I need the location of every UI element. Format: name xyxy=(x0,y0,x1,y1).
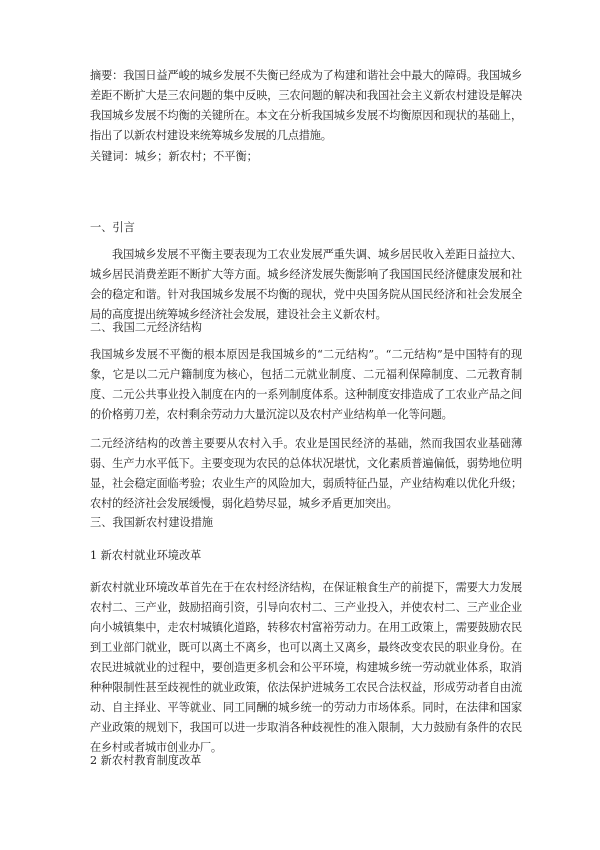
employment-paragraph: 新农村就业环境改革首先在于在农村经济结构，在保证粮食生产的前提下，需要大力发展农村二、三产业，鼓励招商引资，引导向农村二、三产业投入，并使农村二、三产业企业向小城镇集中，走农村城镇化道路，转移农村富裕劳动力。在用工政策上，需要鼓励农民到工业部门就业，既可以离土不离乡，也可以离土又离乡，最终改变农民的职业身份。在农民进城就业的过程中，要创造更多机会和公平环境，构建城乡统一劳动就业体系，取消种种限制性甚至歧视性的就业政策，依法保护进城务工农民合法权益，形成劳动者自由流动、自主择业、平等就业、同工同酬的城乡统一的劳动力市场体系。同时，在法律和国家产业政策的规划下，我国可以进一步取消各种歧视性的准入限制，大力鼓励有条件的农民在乡村或者城市创业办厂。 xyxy=(90,581,522,754)
abstract-paragraph: 摘要：我国日益严峻的城乡发展不失衡已经成为了构建和谐社会中最大的障碍。我国城乡差距不断扩大是三农问题的集中反映，三农问题的解决和我国社会主义新农村建设是解决我国城乡发展不均衡的关键所在。本文在分析我国城乡发展不均衡原因和现状的基础上，指出了以新农村建设来统筹城乡发展的几点措施。 xyxy=(90,69,522,142)
section-heading-measures: 三、我国新农村建设措施 xyxy=(90,516,214,529)
dual-structure-paragraph-1: 我国城乡发展不平衡的根本原因是我国城乡的“二元结构”。“二元结构”是中国特有的现象，它是以二元户籍制度为核心，包括二元就业制度、二元福利保障制度、二元教育制度、二元公共事业投入制度在内的一系列制度体系。这种制度安排造成了工农业产品之间的价格剪刀差，农村剩余劳动力大量沉淀以及农村产业结构单一化等问题。 xyxy=(90,348,522,421)
dual-structure-paragraph-2: 二元经济结构的改善主要要从农村入手。农业是国民经济的基础，然而我国农业基础薄弱、生产力水平低下。主要变现为农民的总体状况堪忧，文化素质普遍偏低，弱势地位明显，社会稳定面临考验；农业生产的风险加大，弱质特征凸显，产业结构难以优化升级；农村的经济社会发展缓慢，弱化趋势尽显，城乡矛盾更加突出。 xyxy=(90,437,522,510)
section-heading-introduction: 一、引言 xyxy=(90,221,135,234)
keywords-line: 关键词：城乡；新农村；不平衡； xyxy=(90,150,258,163)
subsection-heading-education: 2 新农村教育制度改革 xyxy=(90,754,202,767)
section-heading-dual-structure: 二、我国二元经济结构 xyxy=(90,321,202,334)
introduction-paragraph: 我国城乡发展不平衡主要表现为工农业发展严重失调、城乡居民收入差距日益拉大、城乡居民消费差距不断扩大等方面。城乡经济发展失衡影响了我国国民经济健康发展和社会的稳定和谐。针对我国城乡发展不均衡的现状，党中央国务院从国民经济和社会发展全局的高度提出统筹城乡经济社会发展，建设社会主义新农村。 xyxy=(90,248,522,321)
subsection-heading-employment: 1 新农村就业环境改革 xyxy=(90,549,202,562)
